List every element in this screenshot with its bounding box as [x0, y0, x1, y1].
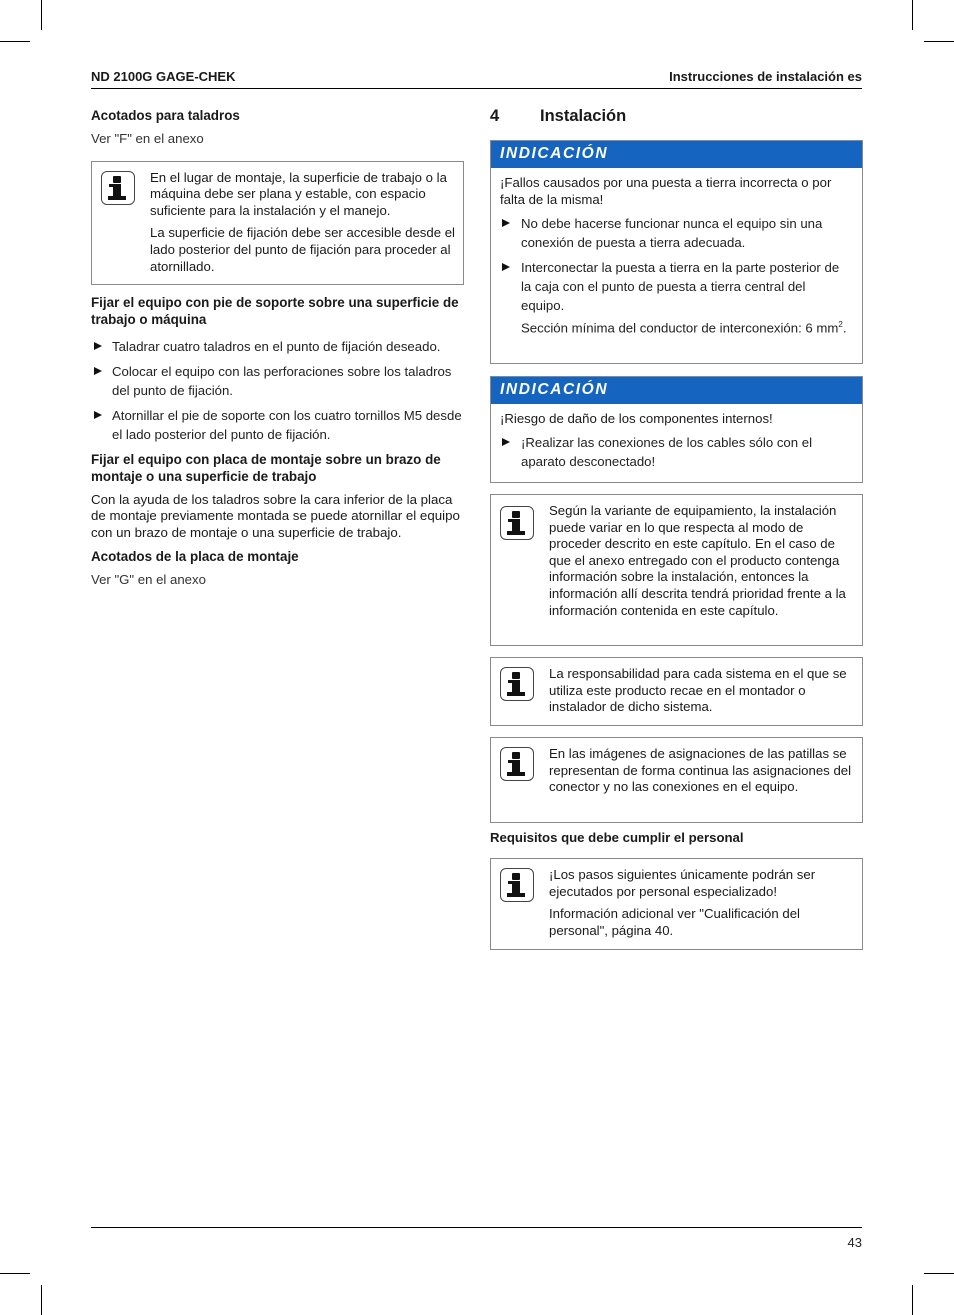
- info-text: En las imágenes de asignaciones de las patillas se representan de forma continua las asignaciones del conector y no las conexiones en el equipo.: [549, 746, 852, 795]
- list-item: No debe hacerse funcionar nunca el equipo sin una conexión de puesta a tierra adecuada.: [500, 214, 852, 252]
- notice-box: [490, 140, 863, 364]
- header-product: ND 2100G GAGE-CHEK: [91, 69, 236, 84]
- crop-mark: [924, 1273, 954, 1274]
- header-chapter: Instrucciones de instalación es: [669, 69, 862, 84]
- info-text: La superficie de fijación debe ser accesible desde el lado posterior del punto de fijación para proceder al atornillado.: [150, 225, 455, 274]
- info-box: [490, 494, 863, 646]
- notice-header: [491, 377, 862, 404]
- heading-acotados-taladros: Acotados para taladros: [91, 108, 240, 123]
- crop-mark: [0, 1273, 30, 1274]
- crop-mark: [0, 41, 30, 42]
- info-icon: [500, 868, 534, 902]
- section-number: 4: [490, 107, 500, 125]
- page-number: 43: [847, 1235, 862, 1250]
- notice-intro: ¡Fallos causados por una puesta a tierra incorrecta o por falta de la misma!: [500, 175, 832, 207]
- info-box: [490, 657, 863, 726]
- arrow-bullet-icon: [94, 342, 102, 350]
- page-header: [91, 68, 862, 89]
- info-box: [490, 858, 863, 950]
- info-text: ¡Los pasos siguientes únicamente podrán ser ejecutados por personal especializado!: [549, 867, 816, 899]
- steps-list: [91, 337, 464, 444]
- list-item: ¡Realizar las conexiones de los cables sólo con el aparato desconectado!: [500, 433, 852, 471]
- notice-label: INDICACIÓN: [500, 145, 609, 162]
- notice-box: [490, 376, 863, 483]
- arrow-bullet-icon: [502, 263, 510, 271]
- heading-personal: Requisitos que debe cumplir el personal: [490, 830, 744, 845]
- crop-mark: [912, 0, 913, 30]
- steps-list: [500, 433, 852, 471]
- section-heading: Instalación: [540, 107, 627, 125]
- crop-mark: [41, 1285, 42, 1315]
- arrow-bullet-icon: [502, 438, 510, 446]
- crop-mark: [924, 41, 954, 42]
- info-box: [490, 737, 863, 823]
- heading-acotados-placa: Acotados de la placa de montaje: [91, 549, 299, 565]
- heading-placa-montaje: Fijar el equipo con placa de montaje sobre un brazo de montaje o una superficie de trabajo: [91, 451, 441, 484]
- crop-mark: [912, 1285, 913, 1315]
- notice-label: INDICACIÓN: [500, 381, 609, 398]
- notice-intro: ¡Riesgo de daño de los componentes internos!: [500, 411, 773, 426]
- info-icon: [500, 747, 534, 781]
- info-text: Según la variante de equipamiento, la instalación puede variar en lo que respecta al modo de proceder descrito en este capítulo. En el caso de que el anexo entregado con el producto contenga información sobre la instalación, entonces la información allí descrita tendrá prioridad frente a la información contenida en este capítulo.: [549, 503, 846, 618]
- crop-mark: [41, 0, 42, 30]
- arrow-bullet-icon: [502, 219, 510, 227]
- body-text: Con la ayuda de los taladros sobre la cara inferior de la placa de montaje previamente montada se puede atornillar el equipo con un brazo de montaje o una superficie de trabajo.: [91, 491, 460, 540]
- arrow-bullet-icon: [94, 411, 102, 419]
- info-icon: [500, 667, 534, 701]
- ref-anexo-g: Ver "G" en el anexo: [91, 572, 206, 588]
- info-text: La responsabilidad para cada sistema en el que se utiliza este producto recae en el montador o instalador de dicho sistema.: [549, 666, 847, 715]
- list-item: Taladrar cuatro taladros en el punto de fijación deseado.: [91, 337, 464, 356]
- info-box: [91, 161, 464, 285]
- notice-header: [491, 141, 862, 168]
- info-icon: [101, 171, 135, 205]
- list-item: Atornillar el pie de soporte con los cuatro tornillos M5 desde el lado posterior del punto de fijación.: [91, 406, 464, 444]
- info-text: Información adicional ver "Cualificación del personal", página 40.: [549, 906, 800, 938]
- footer-rule: [91, 1227, 862, 1228]
- info-icon: [500, 506, 534, 540]
- steps-list: [500, 214, 852, 337]
- left-column: [91, 105, 464, 589]
- info-text: En el lugar de montaje, la superficie de trabajo o la máquina debe ser plana y estable, con espacio suficiente para la instalación y el manejo.: [150, 169, 447, 218]
- arrow-bullet-icon: [94, 367, 102, 375]
- ref-anexo-f: Ver "F" en el anexo: [91, 131, 204, 146]
- heading-pie-soporte: Fijar el equipo con pie de soporte sobre una superficie de trabajo o máquina: [91, 294, 459, 327]
- right-column: [490, 105, 863, 950]
- list-item: Interconectar la puesta a tierra en la parte posterior de la caja con el punto de puesta a tierra central del equipo. Sección mínima del conductor de interconexión: 6 $mm^2$.: [500, 258, 852, 337]
- list-item: Colocar el equipo con las perforaciones sobre los taladros del punto de fijación.: [91, 362, 464, 400]
- section-title: [490, 105, 863, 127]
